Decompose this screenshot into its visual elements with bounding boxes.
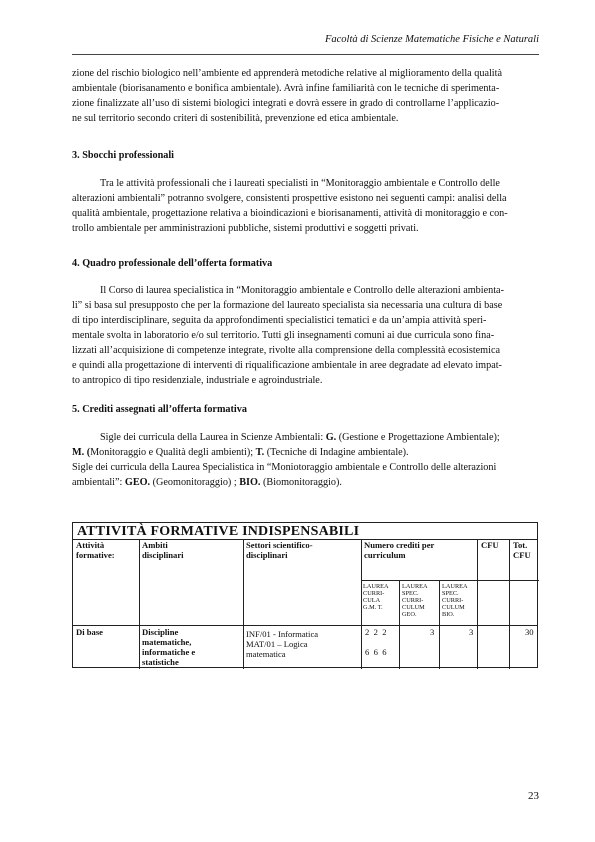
subheader-spec-geo [402, 583, 428, 618]
header-rule [72, 54, 539, 55]
text-line [72, 475, 539, 490]
col-header-tot-cfu [513, 540, 531, 560]
subheader-line: LAUREA [402, 583, 428, 590]
col-header-settori [246, 540, 313, 560]
col-header-line: curriculum [364, 550, 406, 560]
col-header-line: Settori scientifico- [246, 540, 313, 550]
text-line: zione del rischio biologico nell’ambiente ed apprenderà metodiche relative al miglioramento della qualità [72, 68, 502, 79]
subheader-line: LAUREA [363, 583, 389, 590]
subheader-line: CURRI- [402, 597, 424, 604]
text-run: (Geomonitoraggio) ; [150, 477, 240, 488]
row-tot-cfu: 30 [525, 627, 534, 637]
col-header-line: CFU [513, 550, 531, 560]
text-line: e quindi alla progettazione di interventi di riqualificazione ambientale in aree degradate ad elevato impat- [72, 360, 502, 371]
table-title: ATTIVITÀ FORMATIVE INDISPENSABILI [77, 524, 360, 539]
text-line: li” si basa sul presupposto che per la formazione del laureato specialista sia necessaria una cultura di base [72, 300, 503, 311]
col-header-line: Tot. [513, 540, 528, 550]
row-credits-laurea-2: 6 6 6 [365, 647, 387, 657]
curriculum-code: T. [255, 447, 265, 458]
credits-table [72, 522, 538, 668]
text-run: (Gestione e Progettazione Ambientale); [336, 432, 500, 443]
curriculum-code: BIO. [239, 477, 261, 488]
text-line: trollo ambientale per amministrazioni pubbliche, sistemi produttivi e soggetti privati. [72, 223, 419, 234]
col-header-cfu: CFU [481, 540, 499, 550]
subheader-line: LAUREA [442, 583, 468, 590]
section-4-heading: 4. Quadro professionale dell’offerta formativa [72, 258, 273, 269]
text-line: di tipo interdisciplinare, seguita da approfondimenti specialistici tematici e da un’ampia attività speri- [72, 315, 487, 326]
table-col-line [509, 539, 510, 669]
row-credits-bio: 3 [469, 627, 474, 637]
row-attivita: Di base [76, 627, 103, 637]
text-run: (Tecniche di Indagine ambientale). [264, 447, 409, 458]
col-header-line: disciplinari [142, 550, 184, 560]
section-5-heading: 5. Crediti assegnati all’offerta formativa [72, 404, 247, 415]
curriculum-code: G. [325, 432, 337, 443]
section-4-paragraph [72, 283, 539, 388]
text-line: Sigle dei curricula della Laurea Specialistica in “Moniotoraggio ambientale e Controllo delle alterazioni [72, 462, 497, 473]
col-header-attivita [76, 540, 115, 560]
text-run: (Biomonitoraggio). [260, 477, 342, 488]
col-header-line: disciplinari [246, 550, 288, 560]
subheader-line: G.M. T. [363, 604, 383, 611]
subheader-line: SPEC. [402, 590, 419, 597]
row-credits-geo: 3 [430, 627, 435, 637]
running-header: Facoltà di Scienze Matematiche Fisiche e Naturali [324, 34, 539, 45]
table-col-line [361, 539, 362, 669]
curriculum-code: M. ( [72, 447, 91, 458]
subheader-spec-bio [442, 583, 468, 618]
section-5-paragraph [72, 430, 539, 490]
table-col-line [439, 580, 440, 669]
text-line: alterazioni ambientali” potranno svolgere, consistenti prospettive esistono nei seguenti campi: analisi della [72, 193, 507, 204]
text-run: ambientali”: [72, 477, 125, 488]
col-header-line: Attività [76, 540, 105, 550]
row-settori [246, 629, 318, 659]
col-header-line: formative: [76, 550, 115, 560]
text-line [72, 445, 539, 460]
row-settori-line: INF/01 - Informatica [246, 629, 319, 639]
table-col-line [477, 539, 478, 669]
curriculum-code: GEO. [124, 477, 151, 488]
text-run: Monitoraggio e Qualità degli ambienti); [90, 447, 256, 458]
text-line: qualità ambientale, progettazione relativa a bioindicazioni e biorisanamenti, attività di monitoraggio e con- [72, 208, 508, 219]
table-col-line [243, 539, 244, 669]
text-line: ne sul territorio secondo criteri di sostenibilità, prevenzione ed etica ambientale. [72, 113, 399, 124]
page-number: 23 [528, 790, 539, 802]
row-settori-line: MAT/01 – Logica [246, 639, 308, 649]
row-ambiti-line: informatiche e [142, 647, 196, 657]
subheader-line: CURRI- [442, 597, 464, 604]
intro-paragraph [72, 66, 539, 126]
subheader-line: CULUM [402, 604, 425, 611]
subheader-laurea-curricula [363, 583, 389, 611]
section-3-heading: 3. Sbocchi professionali [72, 150, 174, 161]
text-line: mentale svolta in laboratorio e/o sul territorio. Tutti gli insegnamenti comuni ai due curricula sono fina- [72, 330, 495, 341]
row-credits-laurea-1: 2 2 2 [365, 627, 387, 637]
subheader-line: CULA [363, 597, 381, 604]
row-ambiti-line: Discipline [142, 627, 179, 637]
row-settori-line: matematica [246, 649, 286, 659]
subheader-line: BIO. [442, 611, 455, 618]
table-subrule [361, 580, 539, 581]
text-line: Il Corso di laurea specialistica in “Monitoraggio ambientale e Controllo delle alterazioni ambienta- [100, 285, 504, 296]
row-ambiti [142, 627, 195, 667]
subheader-line: CURRI- [363, 590, 385, 597]
subheader-line: GEO. [402, 611, 417, 618]
col-header-line: Ambiti [142, 540, 168, 550]
col-header-ambiti [142, 540, 184, 560]
section-3-paragraph [72, 176, 539, 236]
row-ambiti-line: statistiche [142, 657, 179, 667]
col-header-numero-crediti [364, 540, 434, 560]
text-run: Sigle dei curricula della Laurea in Scienze Ambientali: [100, 432, 326, 443]
table-col-line [139, 539, 140, 669]
text-line: ambientale (biorisanamento e bonifica ambientale). Avrà infine familiarità con le tecniche di sperimenta- [72, 83, 500, 94]
row-ambiti-line: matematiche, [142, 637, 192, 647]
col-header-line: Numero crediti per [364, 540, 435, 550]
text-line: Tra le attività professionali che i laureati specialisti in “Monitoraggio ambientale e Controllo delle [100, 178, 500, 189]
text-line: lizzati all’acquisizione di competenze integrate, rivolte alla comprensione della complessità ecosistemica [72, 345, 500, 356]
table-rule [73, 625, 537, 626]
text-line [72, 430, 539, 445]
table-col-line [399, 580, 400, 669]
subheader-line: CULUM [442, 604, 465, 611]
text-line: zione finalizzate all’uso di sistemi biologici integrati e dovrà essere in grado di controllarne l’applicazio- [72, 98, 500, 109]
text-line: to antropico di tipo residenziale, industriale e agroindustriale. [72, 375, 323, 386]
subheader-line: SPEC. [442, 590, 459, 597]
